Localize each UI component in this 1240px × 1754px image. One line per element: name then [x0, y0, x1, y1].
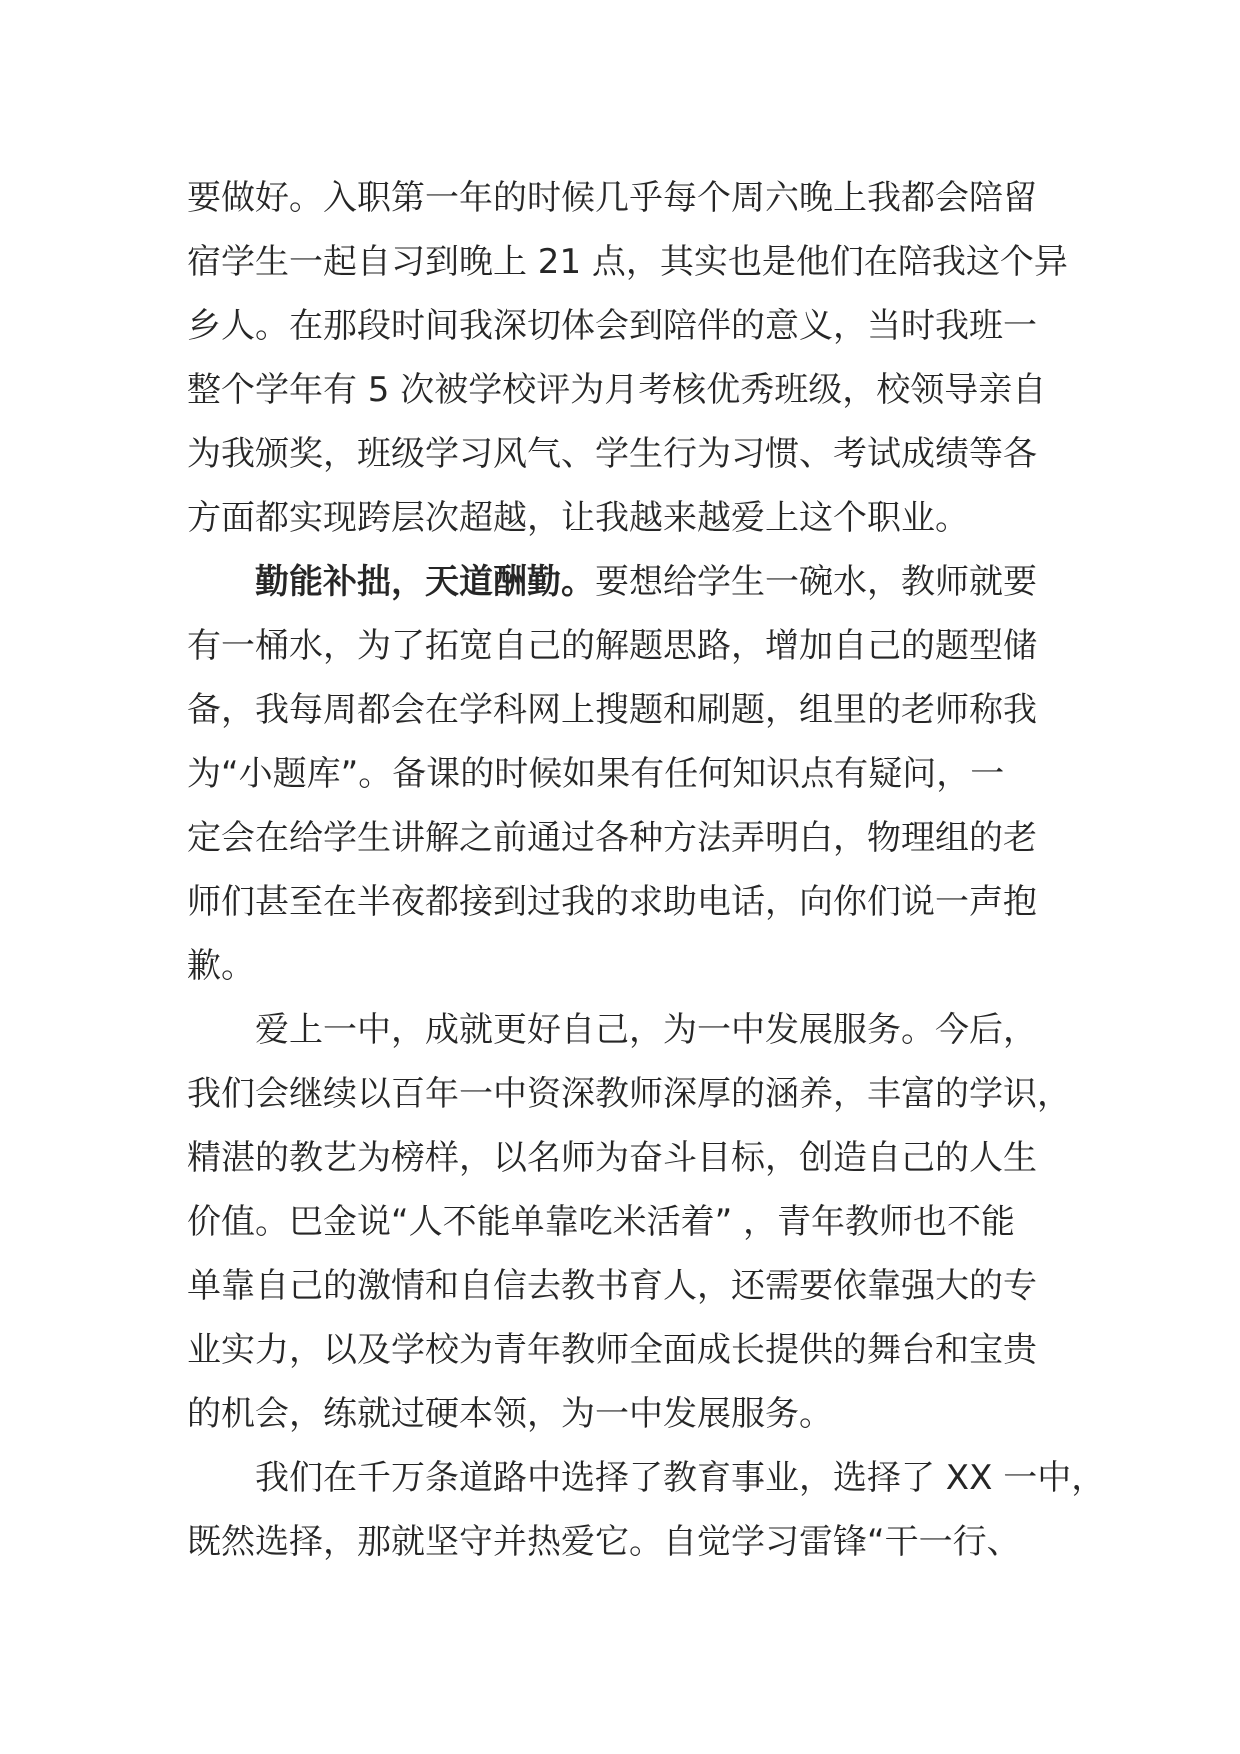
paragraph-2 — [187, 550, 1087, 998]
text-line: 业实力，以及学校为青年教师全面成长提供的舞台和宝贵 — [187, 1330, 1037, 1370]
paragraph-3 — [187, 998, 1087, 1446]
text-line: 备，我每周都会在学科网上搜题和刷题，组里的老师称我 — [187, 690, 1037, 730]
text-line: 有一桶水，为了拓宽自己的解题思路，增加自己的题型储 — [187, 626, 1037, 666]
text-line: 整个学年有 5 次被学校评为月考核优秀班级，校领导亲自 — [187, 370, 1047, 410]
text-line: 乡人。在那段时间我深切体会到陪伴的意义，当时我班一 — [187, 306, 1037, 346]
text-line-first: 爱上一中，成就更好自己，为一中发展服务。今后， — [255, 1010, 1037, 1050]
text-line-first — [187, 550, 1087, 614]
paragraph-4 — [187, 1446, 1106, 1574]
text-line: 要做好。入职第一年的时候几乎每个周六晚上我都会陪留 — [187, 178, 1037, 218]
text-line: 价值。巴金说“人不能单靠吃米活着” ，青年教师也不能 — [187, 1202, 1016, 1242]
text-line: 的机会，练就过硬本领，为一中发展服务。 — [187, 1394, 833, 1434]
text-line: 宿学生一起自习到晚上 21 点，其实也是他们在陪我这个异 — [187, 242, 1068, 282]
text-line: 我们会继续以百年一中资深教师深厚的涵养，丰富的学识， — [187, 1074, 1071, 1114]
text-line: 精湛的教艺为榜样，以名师为奋斗目标，创造自己的人生 — [187, 1138, 1037, 1178]
text-line-first: 我们在千万条道路中选择了教育事业，选择了 XX 一中， — [255, 1458, 1106, 1498]
body-text — [187, 166, 1106, 1574]
text-line: 为“小题库”。备课的时候如果有任何知识点有疑问，一 — [187, 754, 1005, 794]
paragraph-lead-bold: 勤能补拙，天道酬勤。 — [255, 562, 595, 602]
text-line: 为我颁奖，班级学习风气、学生行为习惯、考试成绩等各 — [187, 434, 1037, 474]
paragraph-lead-rest: 要想给学生一碗水，教师就要 — [595, 562, 1037, 602]
text-line: 既然选择，那就坚守并热爱它。自觉学习雷锋“干一行、 — [187, 1522, 1021, 1562]
paragraph-1 — [187, 166, 1087, 550]
text-line: 单靠自己的激情和自信去教书育人，还需要依靠强大的专 — [187, 1266, 1037, 1306]
text-line: 方面都实现跨层次超越，让我越来越爱上这个职业。 — [187, 498, 969, 538]
text-line: 歉。 — [187, 946, 255, 986]
text-line: 定会在给学生讲解之前通过各种方法弄明白，物理组的老 — [187, 818, 1037, 858]
text-line: 师们甚至在半夜都接到过我的求助电话，向你们说一声抱 — [187, 882, 1037, 922]
